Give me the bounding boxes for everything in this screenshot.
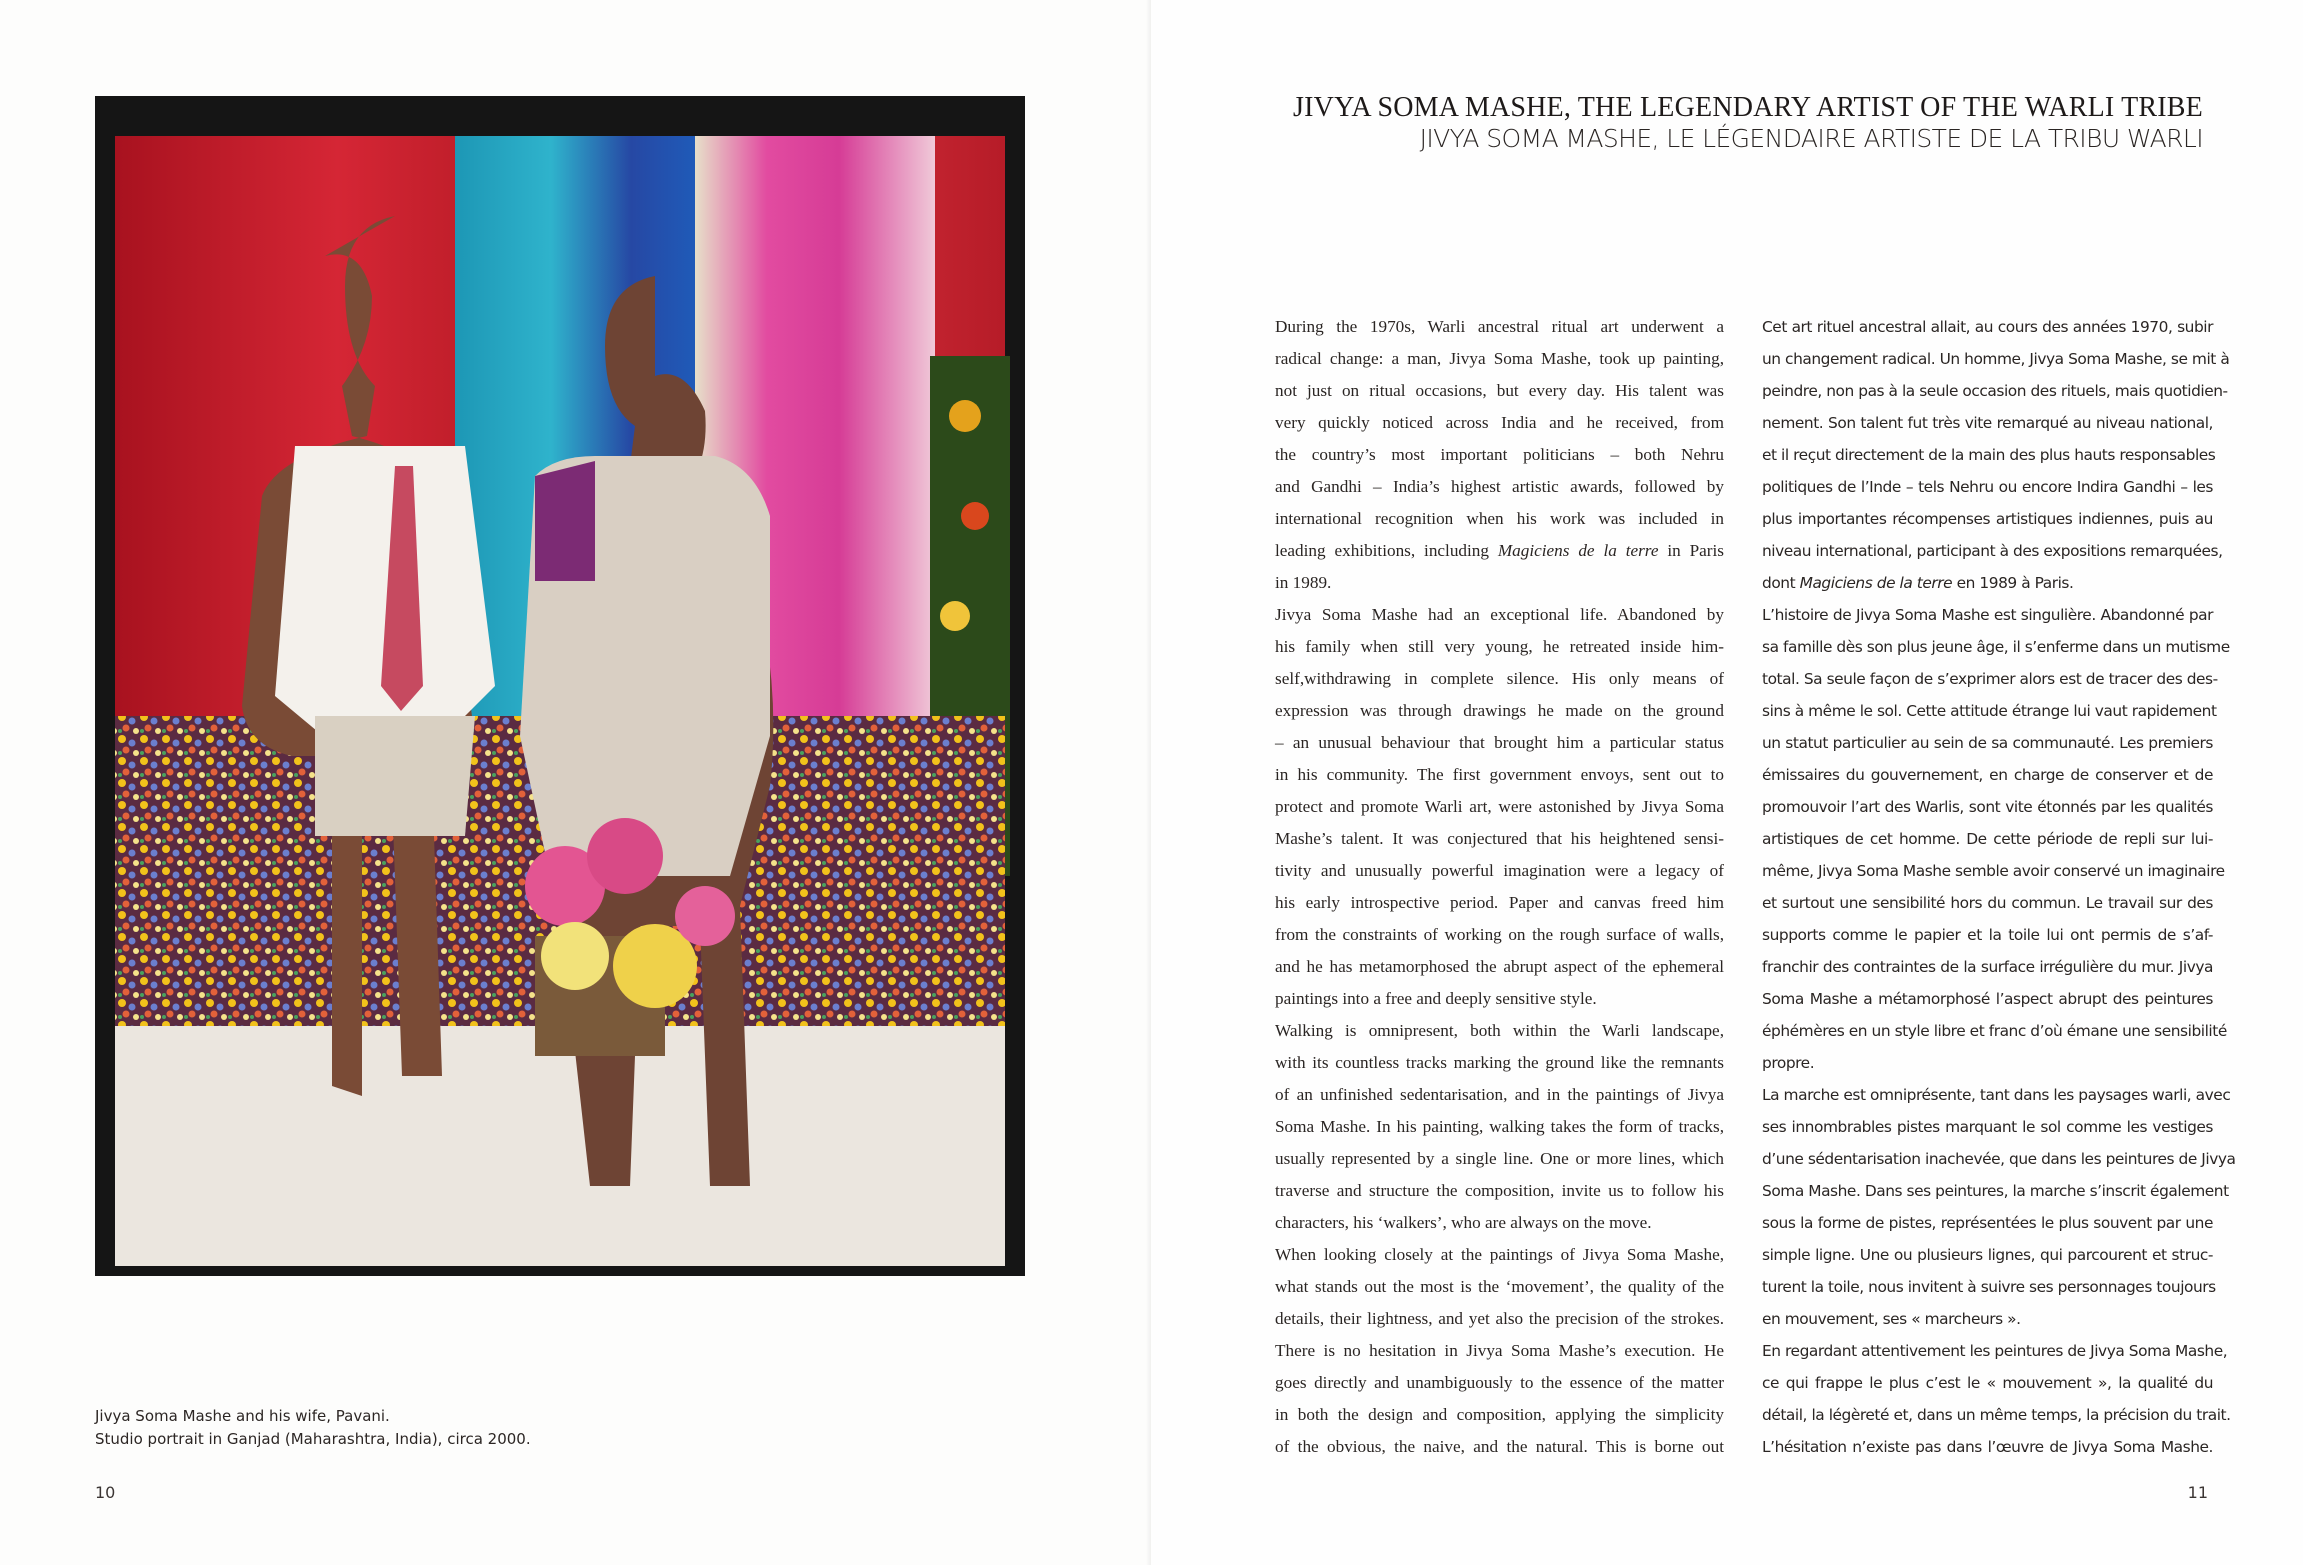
text-line: sins à même le sol. Cette attitude étrange lui vaut rapidement (1762, 702, 2217, 720)
text-line: peindre, non pas à la seule occasion des rituels, mais quotidien- (1762, 382, 2228, 400)
text-line: There is no hesitation in Jivya Soma Mashe’s execution. He (1275, 1341, 1724, 1360)
text-line: ce qui frappe le plus c’est le « mouvement », la qualité du (1762, 1374, 2213, 1392)
text-line: Soma Mashe. In his painting, walking takes the form of tracks, (1275, 1117, 1724, 1136)
text-line: and he has metamorphosed the abrupt aspect of the ephemeral (1275, 957, 1724, 976)
text-line: what stands out the most is the ‘movement’, the quality of the (1275, 1277, 1724, 1296)
text-line: from the constraints of working on the rough surface of walls, (1275, 925, 1724, 944)
text-line: propre. (1762, 1054, 1815, 1072)
text-line: protect and promote Warli art, were astonished by Jivya Soma (1275, 797, 1724, 816)
caption-line: Studio portrait in Ganjad (Maharashtra, India), circa 2000. (95, 1430, 531, 1448)
text-line: the country’s most important politicians – both Nehru (1275, 445, 1724, 464)
english-text-column (1275, 311, 1724, 1463)
text-line: nement. Son talent fut très vite remarqué au niveau national, (1762, 414, 2213, 432)
text-line: traverse and structure the composition, invite us to follow his (1275, 1181, 1724, 1200)
text-line: politiques de l’Inde – tels Nehru ou encore Indira Gandhi – les (1762, 478, 2213, 496)
text-line: artistiques de cet homme. De cette période de repli sur lui- (1762, 830, 2213, 848)
page-number-right: 11 (2187, 1483, 2208, 1502)
text-line: un statut particulier au sein de sa communauté. Les premiers (1762, 734, 2213, 752)
text-line: La marche est omniprésente, tant dans les paysages warli, avec (1762, 1086, 2231, 1104)
text-line: international recognition when his work was included in (1275, 509, 1724, 528)
text-line: Walking is omnipresent, both within the Warli landscape, (1275, 1021, 1724, 1040)
text-line: of the obvious, the naive, and the natural. This is borne out (1275, 1437, 1724, 1456)
heading-french: JIVYA SOMA MASHE, LE LÉGENDAIRE ARTISTE DE LA TRIBU WARLI (1419, 124, 2203, 153)
text-line: expression was through drawings he made on the ground (1275, 701, 1724, 720)
text-line: very quickly noticed across India and he received, from (1275, 413, 1724, 432)
text-line: total. Sa seule façon de s’exprimer alors est de tracer des des- (1762, 670, 2218, 688)
photo-caption (95, 1405, 895, 1451)
caption-line: Jivya Soma Mashe and his wife, Pavani. (95, 1407, 390, 1425)
text-line: sa famille dès son plus jeune âge, il s’enferme dans un mutisme (1762, 638, 2230, 656)
page-number-left: 10 (95, 1483, 116, 1502)
text-line: tivity and unusually powerful imagination were a legacy of (1275, 861, 1724, 880)
text-line: in his community. The first government envoys, sent out to (1275, 765, 1724, 784)
text-line: niveau international, participant à des expositions remarquées, (1762, 542, 2223, 560)
text-line: en mouvement, ses « marcheurs ». (1762, 1310, 2021, 1328)
text-line: self,withdrawing in complete silence. His only means of (1275, 669, 1724, 688)
text-line: When looking closely at the paintings of Jivya Soma Mashe, (1275, 1245, 1724, 1264)
text-line: with its countless tracks marking the ground like the remnants (1275, 1053, 1724, 1072)
text-line: franchir des contraintes de la surface irrégulière du mur. Jivya (1762, 958, 2213, 976)
portrait-photo (95, 96, 1025, 1276)
text-line: his early introspective period. Paper and canvas freed him (1275, 893, 1724, 912)
text-line: turent la toile, nous invitent à suivre ses personnages toujours (1762, 1278, 2216, 1296)
text-line: During the 1970s, Warli ancestral ritual art underwent a (1275, 317, 1724, 336)
text-line: L’histoire de Jivya Soma Mashe est singulière. Abandonné par (1762, 606, 2213, 624)
text-line: sous la forme de pistes, représentées le plus souvent par une (1762, 1214, 2213, 1232)
text-line: leading exhibitions, including Magiciens de la terre in Paris (1275, 541, 1724, 560)
text-line: et surtout une sensibilité hors du commun. Le travail sur des (1762, 894, 2213, 912)
text-line: not just on ritual occasions, but every day. His talent was (1275, 381, 1724, 400)
text-line: goes directly and unambiguously to the essence of the matter (1275, 1373, 1724, 1392)
text-line: of an unfinished sedentarisation, and in the paintings of Jivya (1275, 1085, 1724, 1104)
text-line: Soma Mashe a métamorphosé l’aspect abrupt des peintures (1762, 990, 2213, 1008)
text-line: details, their lightness, and yet also the precision of the strokes. (1275, 1309, 1724, 1328)
text-line: éphémères en un style libre et franc d’où émane une sensibilité (1762, 1022, 2227, 1040)
text-line: d’une sédentarisation inachevée, que dans les peintures de Jivya (1762, 1150, 2236, 1168)
text-line: Soma Mashe. Dans ses peintures, la marche s’inscrit également (1762, 1182, 2229, 1200)
text-line: paintings into a free and deeply sensitive style. (1275, 989, 1597, 1008)
text-line: Mashe’s talent. It was conjectured that his heightened sensi- (1275, 829, 1724, 848)
text-line: L’hésitation n’existe pas dans l’œuvre de Jivya Soma Mashe. (1762, 1438, 2213, 1456)
text-line: in 1989. (1275, 573, 1332, 592)
text-line: and Gandhi – India’s highest artistic awards, followed by (1275, 477, 1724, 496)
text-line: même, Jivya Soma Mashe semble avoir conservé un imaginaire (1762, 862, 2225, 880)
text-line: émissaires du gouvernement, en charge de conserver et de (1762, 766, 2213, 784)
text-line: un changement radical. Un homme, Jivya Soma Mashe, se mit à (1762, 350, 2230, 368)
left-page (0, 0, 1151, 1565)
heading-english: JIVYA SOMA MASHE, THE LEGENDARY ARTIST OF THE WARLI TRIBE (1293, 92, 2203, 123)
french-text-column (1762, 311, 2236, 1463)
text-line: dont Magiciens de la terre en 1989 à Paris. (1762, 574, 2074, 592)
text-line: détail, la légèreté et, dans un même temps, la précision du trait. (1762, 1406, 2231, 1424)
text-line: radical change: a man, Jivya Soma Mashe, took up painting, (1275, 349, 1724, 368)
article-heading (1293, 92, 2203, 154)
text-line: supports comme le papier et la toile lui ont permis de s’af- (1762, 926, 2213, 944)
text-line: Cet art rituel ancestral allait, au cours des années 1970, subir (1762, 318, 2213, 336)
text-line: usually represented by a single line. One or more lines, which (1275, 1149, 1724, 1168)
text-line: En regardant attentivement les peintures de Jivya Soma Mashe, (1762, 1342, 2228, 1360)
portrait-illustration (95, 96, 1025, 1276)
text-line: plus importantes récompenses artistiques indiennes, puis au (1762, 510, 2213, 528)
text-line: in both the design and composition, applying the simplicity (1275, 1405, 1724, 1424)
text-line: – an unusual behaviour that brought him a particular status (1275, 733, 1724, 752)
text-line: ses innombrables pistes marquant le sol comme les vestiges (1762, 1118, 2213, 1136)
text-line: et il reçut directement de la main des plus hauts responsables (1762, 446, 2216, 464)
text-line: Jivya Soma Mashe had an exceptional life. Abandoned by (1275, 605, 1724, 624)
text-line: simple ligne. Une ou plusieurs lignes, qui parcourent et struc- (1762, 1246, 2213, 1264)
text-line: characters, his ‘walkers’, who are always on the move. (1275, 1213, 1652, 1232)
text-line: promouvoir l’art des Warlis, sont vite étonnés par les qualités (1762, 798, 2213, 816)
text-line: his family when still very young, he retreated inside him- (1275, 637, 1724, 656)
